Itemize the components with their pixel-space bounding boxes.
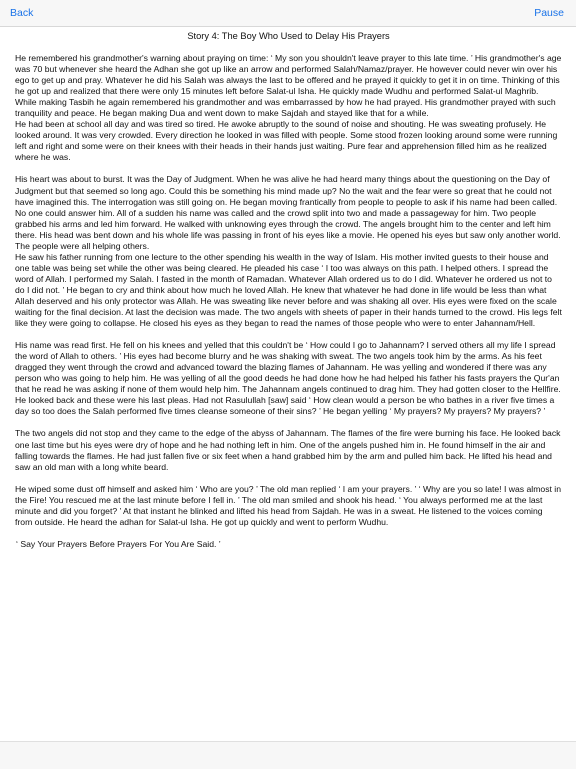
story-paragraph: He remembered his grandmother's warning about praying on time: ‘ My son you shouldn't leave prayer to this late time. ’ His grandmother's age was 70 but whenever she heard the Adhan she got up like an arrow and performed Salah/Namaz/prayer. He however could never win over his ego to get up and pray. Whatever he did his Salah was always the last to be offered and he prayed it quickly to get it in on time. Thinking of this he got up and realized that there were only 15 minutes left before Salat-ul Isha. He quickly made Wudhu and performed Salat-ul Maghrib. While making Tasbih he again remembered his grandmother and was embarrassed by how he had prayed. His grandmother prayed with such tranquility and peace. He began making Dua and went down to make Sajdah and stayed like that for a while. [15,53,562,119]
back-button[interactable]: Back [10,7,34,19]
navigation-bar [0,0,576,27]
story-paragraph: He wiped some dust off himself and asked him ‘ Who are you? ’ The old man replied ‘ I am your prayers. ’ ‘ Why are you so late! I was almost in the Fire! You rescued me at the last minute before I fell in. ’ The old man smiled and shook his head. ‘ You always performed me at the last minute and did you forget? ’ At that instant he blinked and lifted his head from Sajdah. He was in a sweat. He listened to the voices coming from outside. He heard the adhan for Salat-ul Isha. He got up quickly and went to perform Wudhu. [15,483,562,527]
story-paragraph: His name was read first. He fell on his knees and yelled that this couldn't be ‘ How could I go to Jahannam? I served others all my life I spread the word of Allah to others. ’ His eyes had become blurry and he was shaking with sweat. The two angels took him by the arms. As his feet dragged they went through the crowd and advanced toward the blazing flames of Jahannam. He was yelling and wondered if there was any person who was going to help him. He was yelling of all the good deeds he had done how he had helped his father his fasts prayers the Qur'an that he read he was asking if none of them would help him. The Jahannam angels continued to drag him. They had gotten closer to the Hellfire. He looked back and these were his last pleas. Had not Rasulullah [saw] said ‘ How clean would a person be who bathes in a river five times a day so too does the Salah performed five times cleanse someone of their sins? ’ He began yelling ‘ My prayers? My prayers? My prayers? ’ [15,340,561,417]
story-title: Story 4: The Boy Who Used to Delay His Prayers [187,31,390,41]
story-text-view[interactable] [15,27,562,740]
story-paragraph: He saw his father running from one lecture to the other spending his wealth in the way of Islam. His mother invited guests to their house and one table was being set while the other was being cleared. He pleaded his case ‘ I too was always on this path. I helped others. I spread the word of Allah. I performed my Salah. I fasted in the month of Ramadan. Whatever Allah ordered us to do I did. Whatever he ordered us not to do I did not. ’ He began to cry and think about how much he loved Allah. He knew that whatever he had done in life would be less than what Allah deserved and his only protector was Allah. He was sweating like never before and was shaking all over. His eyes were fixed on the scale waiting for the final decision. At last the decision was made. The two angels with sheets of paper in their hands turned to the crowd. His legs felt like they were going to collapse. He closed his eyes as they began to read the names of those people who were to enter Jahannam/Hell. [15,251,562,329]
story-paragraph: The two angels did not stop and they came to the edge of the abyss of Jahannam. The flames of the fire were burning his face. He looked back one last time but his eyes were dry of hope and he had nothing left in him. One of the angels pushed him in. He found himself in the air and falling towards the flames. He had just fallen five or six feet when a hand grabbed him by the arm and pulled him back. He lifted his head and saw an old man with a long white beard. [15,428,561,472]
bottom-toolbar [0,741,576,769]
story-closing-line: ‘ Say Your Prayers Before Prayers For You Are Said. ’ [16,538,221,549]
pause-button[interactable]: Pause [534,7,564,19]
story-paragraph: He had been at school all day and was tired so tired. He awoke abruptly to the sound of noise and shouting. He was sweating profusely. He looked around. It was very crowded. Every direction he looked in was filled with people. Some stood frozen looking around some were running left and right and some were on their knees with their heads in their hands just waiting. Pure fear and apprehension filled him as he realized where he was. [15,119,558,163]
story-paragraph: His heart was about to burst. It was the Day of Judgment. When he was alive he had heard many things about the questioning on the Day of Judgment but that seemed so long ago. Could this be something his mind made up? No the wait and the fear were so great that he could not have imagined this. The interrogation was still going on. He began moving frantically from people to people to ask if his name had been called. No one could answer him. All of a sudden his name was called and the crowd split into two and made a passageway for him. Two people grabbed his arms and led him forward. He walked with unknowing eyes through the crowd. The angels brought him to the center and left him there. His head was bent down and his whole life was passing in front of his eyes like a movie. He opened his eyes but saw only another world. The people were all helping others. [15,174,561,251]
